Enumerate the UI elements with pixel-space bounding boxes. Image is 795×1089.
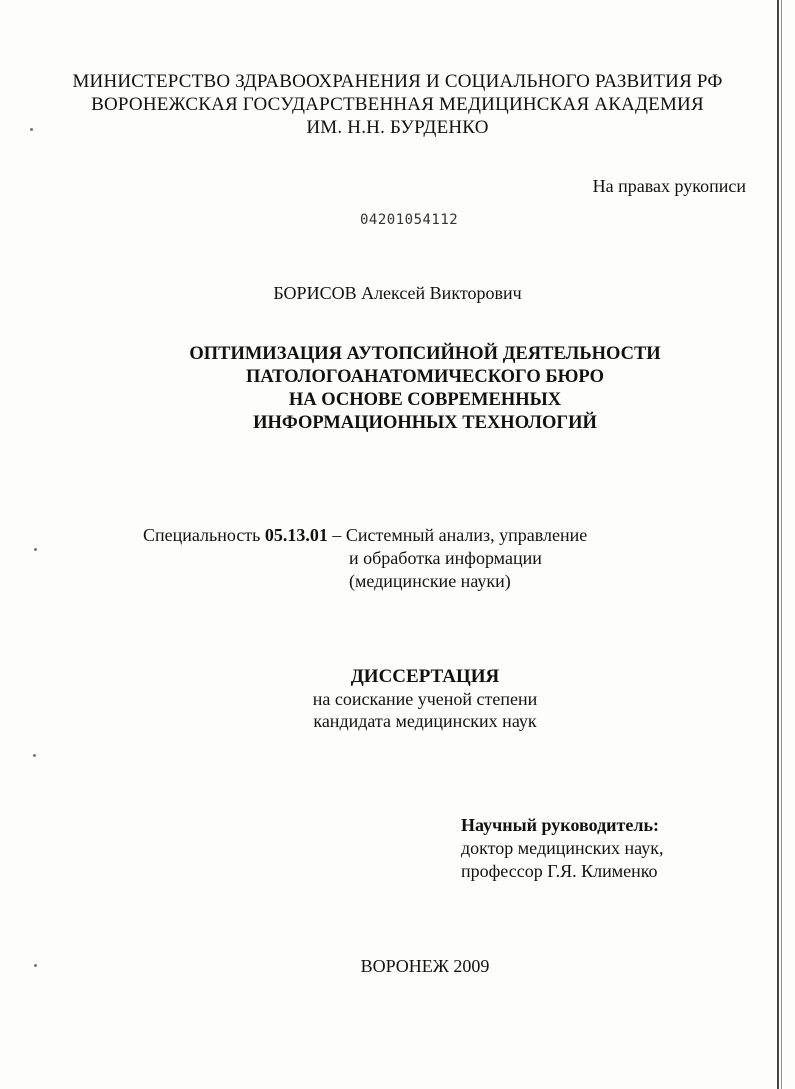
degree-line: на соискание ученой степени — [312, 689, 538, 709]
dissertation-title — [0, 343, 795, 435]
rights-note: На правах рукописи — [592, 176, 746, 196]
registry-stamp: 04201054112 — [360, 212, 459, 228]
specialty-code: 05.13.01 — [264, 525, 328, 545]
specialty-first-line — [143, 524, 587, 547]
scan-speck — [34, 548, 37, 551]
specialty-description: – Системный анализ, управление — [332, 525, 588, 545]
specialty-block — [143, 524, 588, 591]
degree-line: кандидата медицинских наук — [313, 711, 537, 731]
scan-speck — [33, 754, 36, 757]
supervisor-name: профессор Г.Я. Клименко — [461, 861, 658, 881]
scan-edge-line — [781, 0, 782, 1089]
supervisor-block — [461, 814, 663, 883]
specialty-description: и обработка информации — [349, 548, 542, 568]
specialty-prefix: Специальность — [143, 525, 261, 545]
degree-block — [0, 666, 795, 732]
academy-named-after: ИМ. Н.Н. БУРДЕНКО — [306, 117, 489, 138]
supervisor-degree: доктор медицинских наук, — [461, 838, 664, 858]
title-line: ОПТИМИЗАЦИЯ АУТОПСИЙНОЙ ДЕЯТЕЛЬНОСТИ — [189, 344, 661, 364]
dissertation-heading: ДИССЕРТАЦИЯ — [350, 666, 500, 687]
scan-edge-line — [777, 0, 779, 1089]
title-line: ПАТОЛОГОАНАТОМИЧЕСКОГО БЮРО — [245, 367, 605, 387]
supervisor-label: Научный руководитель: — [461, 815, 659, 835]
title-line: НА ОСНОВЕ СОВРЕМЕННЫХ — [288, 390, 562, 410]
specialty-field: (медицинские науки) — [349, 571, 511, 591]
title-line: ИНФОРМАЦИОННЫХ ТЕХНОЛОГИЙ — [253, 413, 597, 433]
ministry-name: МИНИСТЕРСТВО ЗДРАВООХРАНЕНИЯ И СОЦИАЛЬНОГО РАЗВИТИЯ РФ — [72, 71, 723, 92]
institution-header — [0, 70, 795, 139]
city-year: ВОРОНЕЖ 2009 — [360, 956, 490, 976]
academy-name: ВОРОНЕЖСКАЯ ГОСУДАРСТВЕННАЯ МЕДИЦИНСКАЯ АКАДЕМИЯ — [91, 94, 704, 115]
author-name: БОРИСОВ Алексей Викторович — [273, 283, 522, 303]
